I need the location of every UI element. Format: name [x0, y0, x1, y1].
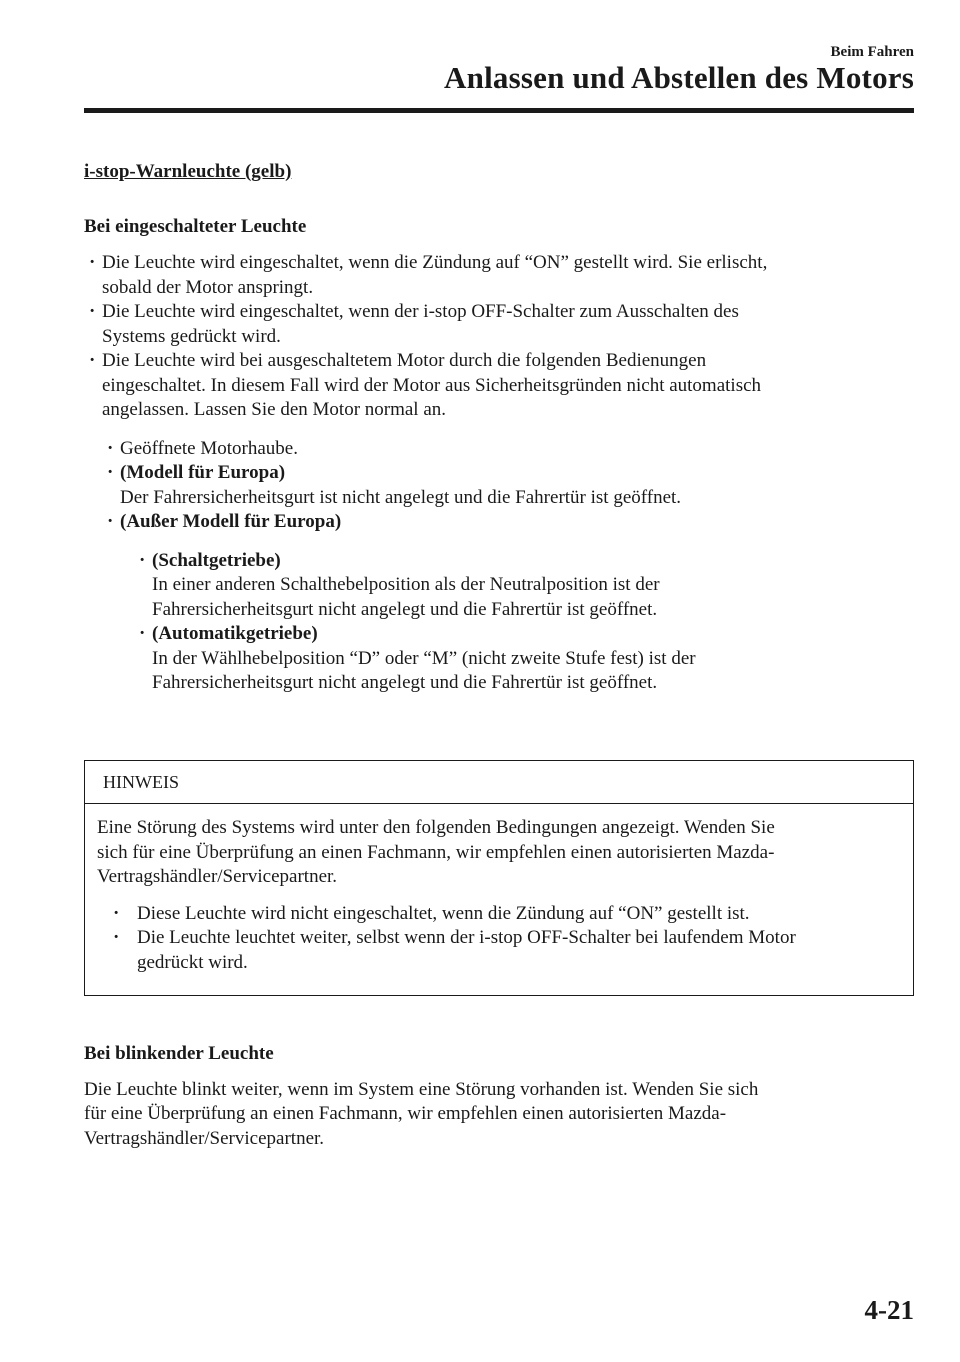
list-item-manual: · (Schaltgetriebe) In einer anderen Schalthebelposition als der Neutralposition ist der Fahrersicherheitsgurt nicht angelegt und die Fahrertür ist geöffnet. — [134, 549, 914, 623]
header-rule — [84, 108, 914, 113]
note-label: HINWEIS — [85, 761, 913, 804]
list-item: · Die Leuchte wird eingeschaltet, wenn der i-stop OFF-Schalter zum Ausschalten des Systems gedrückt wird. — [84, 300, 914, 349]
list-item-automatic: · (Automatikgetriebe) In der Wählhebelposition “D” oder “M” (nicht zweite Stufe fest) ist der Fahrersicherheitsgurt nicht angelegt und die Fahrertür ist geöffnet. — [134, 622, 914, 696]
list-item: · Die Leuchte wird eingeschaltet, wenn die Zündung auf “ON” gestellt wird. Sie erlischt, sobald der Motor anspringt. — [84, 251, 914, 300]
note-intro: Eine Störung des Systems wird unter den folgenden Bedingungen angezeigt. Wenden Sie sich für eine Überprüfung an einen Fachmann, wir empfehlen einen autorisierten Mazda- Vertragshändler/Servicepartner. — [97, 817, 775, 887]
list-item-europe: · (Modell für Europa) Der Fahrersicherheitsgurt ist nicht angelegt und die Fahrertür ist geöffnet. — [102, 461, 914, 510]
list-item-non-europe: · (Außer Modell für Europa) — [102, 510, 914, 535]
main-content — [84, 160, 914, 696]
list-item: · Die Leuchte wird bei ausgeschaltetem Motor durch die folgenden Bedienungen eingeschaltet. In diesem Fall wird der Motor aus Sicherheitsgründen nicht automatisch angelassen. Lassen Sie den Motor normal an. — [84, 349, 914, 423]
list-item-hood: · Geöffnete Motorhaube. — [102, 437, 914, 462]
page-number: 4-21 — [864, 1295, 914, 1325]
note-box — [84, 760, 914, 996]
header-section: Beim Fahren — [830, 44, 914, 60]
section-title: i-stop-Warnleuchte (gelb) — [84, 161, 292, 182]
blink-paragraph: Die Leuchte blinkt weiter, wenn im System eine Störung vorhanden ist. Wenden Sie sich für eine Überprüfung an einen Fachmann, wir empfehlen einen autorisierten Mazda- Vertragshändler/Servicepartner. — [84, 1078, 759, 1149]
note-list-item: · Diese Leuchte wird nicht eingeschaltet, wenn die Zündung auf “ON” gestellt ist. — [109, 902, 901, 927]
light-on-heading: Bei eingeschalteter Leuchte — [84, 215, 307, 237]
blink-heading: Bei blinkender Leuchte — [84, 1043, 274, 1064]
blink-section — [84, 1042, 914, 1151]
page-title: Anlassen und Abstellen des Motors — [444, 60, 914, 95]
note-list-item: · Die Leuchte leuchtet weiter, selbst wenn der i-stop OFF-Schalter bei laufendem Motor gedrückt wird. — [109, 926, 901, 975]
